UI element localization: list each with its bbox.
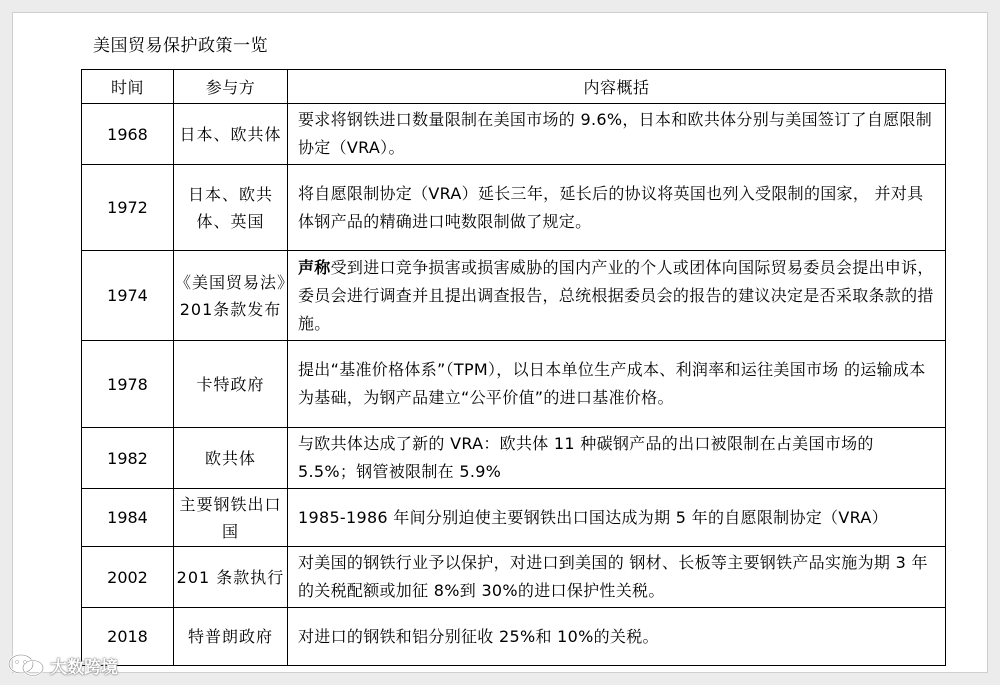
year-cell: 1974 (82, 251, 174, 341)
year-cell: 2002 (82, 547, 174, 608)
content-cell (288, 165, 946, 251)
content-text: 将自愿限制协定（VRA）延长三年，延长后的协议将英国也列入受限制的国家， 并对具体钢产品的精确进口吨数限制做了规定。 (298, 183, 924, 231)
year-cell: 1984 (82, 489, 174, 547)
party-cell: 201 条款执行 (174, 547, 288, 608)
watermark (6, 652, 118, 678)
party-cell: 《美国贸易法》201条款发布 (174, 251, 288, 341)
content-cell (288, 608, 946, 666)
table-row (82, 428, 946, 489)
table-row (82, 489, 946, 547)
year-cell: 1978 (82, 341, 174, 428)
table-header-row (82, 70, 946, 104)
party-cell: 主要钢铁出口国 (174, 489, 288, 547)
content-text: 与欧共体达成了新的 VRA：欧共体 11 种碳钢产品的出口被限制在占美国市场的 5.5%；钢管被限制在 5.9% (298, 434, 874, 481)
content-text: 对美国的钢铁行业予以保护，对进口到美国的 钢材、长板等主要钢铁产品实施为期 3 年的关税配额或加征 8%到 30%的进口保护性关税。 (298, 553, 928, 600)
table-row (82, 547, 946, 608)
table-row (82, 251, 946, 341)
table-row (82, 165, 946, 251)
table-row (82, 608, 946, 666)
content-text: 受到进口竞争损害或损害威胁的国内产业的个人或团体向国际贸易委员会提出申诉，委员会进行调查并且提出调查报告，总统根据委员会的报告的建议决定是否采取条款的措施。 (298, 257, 934, 333)
content-cell (288, 251, 946, 341)
content-text: 对进口的钢铁和铝分别征收 25%和 10%的关税。 (298, 626, 659, 646)
year-cell: 1982 (82, 428, 174, 489)
wechat-chat-bubbles-icon (6, 652, 46, 678)
document-sheet (12, 12, 988, 673)
year-cell: 2018 (82, 608, 174, 666)
year-cell: 1972 (82, 165, 174, 251)
header-content: 内容概括 (288, 70, 946, 104)
content-bold-lead: 声称 (298, 257, 331, 277)
party-cell: 特普朗政府 (174, 608, 288, 666)
content-cell (288, 428, 946, 489)
content-text: 要求将钢铁进口数量限制在美国市场的 9.6%，日本和欧共体分别与美国签订了自愿限制协定（VRA）。 (298, 110, 933, 157)
party-cell: 欧共体 (174, 428, 288, 489)
watermark-text: 大数跨境 (50, 657, 118, 678)
content-text: 提出“基准价格体系”（TPM），以日本单位生产成本、利润率和运往美国市场 的运输成本为基础，为钢产品建立“公平价值”的进口基准价格。 (298, 360, 926, 407)
year-cell: 1968 (82, 104, 174, 165)
content-text: 1985-1986 年间分别迫使主要钢铁出口国达成为期 5 年的自愿限制协定（VRA） (298, 507, 888, 527)
party-cell: 日本、欧共体 (174, 104, 288, 165)
policy-table (81, 69, 946, 666)
header-year: 时间 (82, 70, 174, 104)
table-row (82, 104, 946, 165)
table-caption: 美国贸易保护政策一览 (93, 36, 268, 56)
content-cell (288, 547, 946, 608)
party-cell: 日本、欧共体、英国 (174, 165, 288, 251)
content-cell (288, 104, 946, 165)
party-cell: 卡特政府 (174, 341, 288, 428)
content-cell (288, 341, 946, 428)
table-row (82, 341, 946, 428)
header-party: 参与方 (174, 70, 288, 104)
content-cell (288, 489, 946, 547)
